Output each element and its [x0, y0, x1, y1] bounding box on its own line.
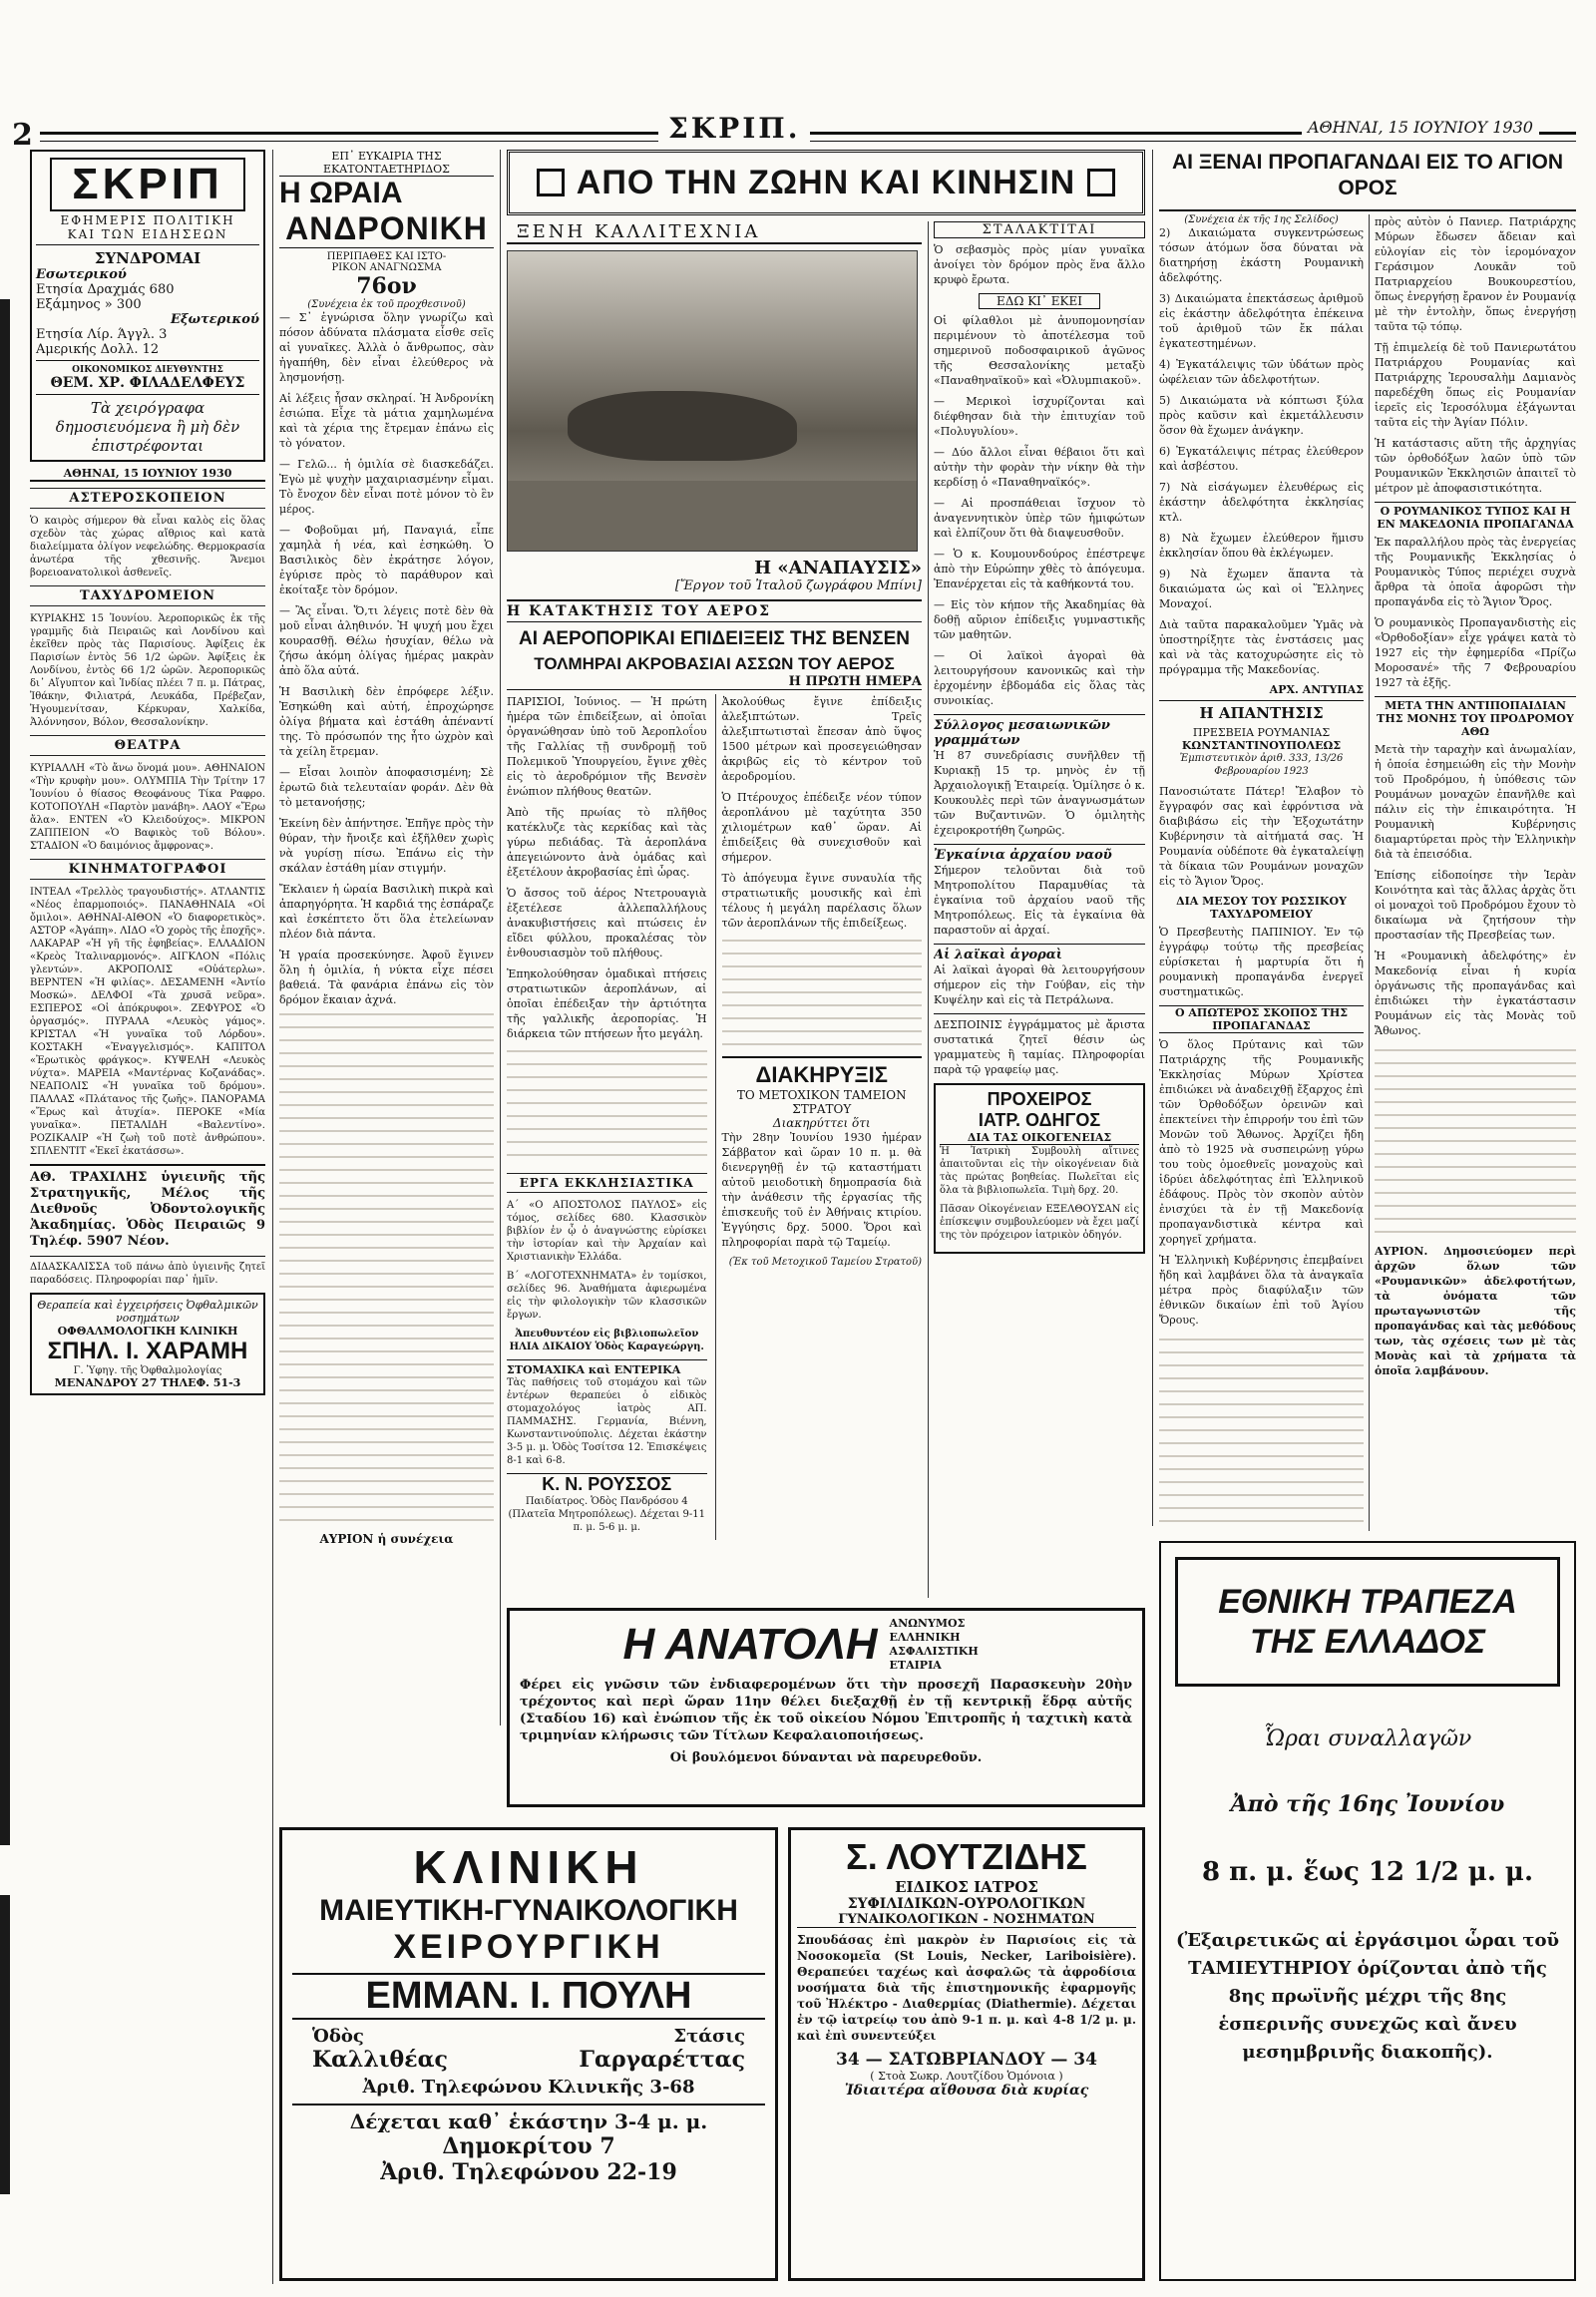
tomorrow-note: ΑΥΡΙΟΝ. Δημοσιεύομεν περὶ ἀρχῶν ὅλων τῶν «Ρουμανικῶν» ἀδελφοτήτων, τὰ ὀνόματα τῶν πρωταγωνιστῶν τῆς προπαγάνδας καὶ τὰς μεθόδους των, τὰς σχέσεις των μὲ τὰς Μονὰς καὶ τὰ χρήματα τὰ ὁποῖα λαμβάνουν. [1375, 1245, 1576, 1377]
serial-paragraph: — Ἂς εἶναι. Ὅ,τι λέγεις ποτὲ δὲν θὰ μοῦ εἶναι ἀληθινόν. Ἡ ψυχή μου ἔχει κουρασθῇ. Θέλω ἡσυχίαν, θέλω νὰ ζήσω ἀκόμη ὀλίγας ἡμέρας μακρὰν ἀπὸ ὅλα αὐτά. [279, 604, 494, 677]
reply-sub-2: ΚΩΝΣΤΑΝΤΙΝΟΥΠΟΛΕΩΣ [1181, 739, 1342, 752]
banner-square-icon [1087, 169, 1115, 196]
klinik-ad [279, 1827, 778, 2281]
propaganda-headline-box [1159, 150, 1576, 211]
column-rule [1369, 214, 1370, 1531]
bank-hours: 8 π. μ. ἕως 12 1/2 μ. μ. [1201, 1857, 1534, 1887]
aviation-paragraph: Τὸ ἀπόγευμα ἔγινε συναυλία τῆς στρατιωτικῆς μουσικῆς καὶ ἐπὶ τέλους ἡ μεγάλη παρέλασις ὅλων τῶν ἀεροπλάνων τῆς ἐπιδείξεως. [721, 872, 922, 930]
aviation-paragraph: ΠΑΡΙΣΙΟΙ, Ἰούνιος. — Ἡ πρώτη ἡμέρα τῶν ἐπιδείξεων, αἱ ὁποῖαι ὀργανώθησαν ὑπὸ τοῦ Ἀεροπλοΐου τῆς Γαλλίας τῇ συνδρομῇ τοῦ Πολεμικοῦ Ὑπουργείου, ἔγινε χθὲς εἰς τὸ ἀεροδρόμιον τῆς Βενσὲν ἐνώπιον πλήθους θεατῶν. [507, 695, 707, 798]
roussos-text: Παιδίατρος. Ὁδὸς Πανδρόσου 4 (Πλατεῖα Μητροπόλεως). Δέχεται 9-11 π. μ. 5-6 μ. μ. [508, 1496, 706, 1533]
subscriptions-row-3: Ετησία Λίρ. Άγγλ. 3 [36, 327, 168, 342]
reply-text: Πανοσιώτατε Πάτερ! Ἔλαβον τὸ ἔγγραφόν σας καὶ ἐφρόντισα νὰ διαβιβάσω εἰς τὴν Ἐξοχωτάτην Κυβέρνησιν τὰ αἰτήματά σας. Ἡ Ρουμανία οὐδέποτε θὰ ἐγκαταλείψῃ τὰ δίκαια τῶν Ρουμάνων μοναχῶν εἰς τὸ Ἅγιον Ὄρος. [1159, 785, 1364, 888]
column-rule [272, 150, 273, 2284]
here-there-title: ΕΔΩ ΚΙ᾽ ΕΚΕΙ [979, 293, 1100, 309]
theatre-text: ΚΥΡΙΑΛΛΗ «Τὸ ἄνω ὅνομά μου». ΑΘΗΝΑΙΟΝ «Τὴν κρυφὴν μου». ΟΛΥΜΠΙΑ Τὴν Τρίτην 17 Ἰουνίου ὁ θίασος Θεοφάνους Τίκα Ραφρο. ΚΟΤΟΠΟΥΛΗ «Παρτὸν μανάβη». ΛΑΟΥ «Ἔρω ἄλα». ΕΝΤΕΝ «Ὁ Κλειδούχος». ΜΙΚΡΟΝ ΖΑΠΠΕΙΟΝ «Ὁ Βαφικὸς τοῦ Βόλου». ΣΤΑΔΙΟΝ «Ὁ δαιμόνιος ἄμφρονας». [30, 763, 265, 852]
propaganda-text: Τῇ ἐπιμελείᾳ δὲ τοῦ Πανιερωτάτου Πατριάρχου Ρουμανίας καὶ Πατριάρχης Ἱερουσαλὴμ Δαμιανὸς παρεδέχθη ὅπως εἰς Ρουμανίαν ἱερεῖς εἰς Ἱεροσόλυμα ἐξάγωνται ταῦτα εἰς τὴν Ἁγίαν Πόλιν. [1375, 341, 1576, 429]
here-there-item: — Δύο ἄλλοι εἶναι θέβαιοι ὅτι καὶ αὐτὴν τὴν φορὰν τὴν νίκην θὰ τὴν κερδίσῃ ὁ «Παναθηναϊκός». [934, 446, 1145, 489]
loutzidis-footer: Ἰδιαιτέρα αἴθουσα διὰ κυρίας [844, 2083, 1089, 2099]
notice-title: ΔΙΑΚΗΡΥΞΙΣ [722, 1056, 923, 1088]
serial-paragraph: — Γελῶ... ἡ ὁμιλία σὲ διασκεδάζει. Ἐγὼ μὲ ψυχὴν μαχαιριασμένην εἶμαι. Τὸ ἔνοχον δὲν εἶναι ποτὲ μόνον τὸ ἓν μέρος. [279, 458, 494, 516]
press-title: Ο ΡΟΥΜΑΝΙΚΟΣ ΤΥΠΟΣ ΚΑΙ Η ΕΝ ΜΑΚΕΔΟΝΙΑ ΠΡΟΠΑΓΑΝΔΑ [1375, 502, 1576, 531]
propaganda-signature: ΑΡΧ. ΑΝΤΥΠΑΣ [1269, 683, 1364, 696]
serial-paragraph: — Σ᾽ ἐγνώρισα ὅλην γνωρίζω καὶ πόσον ἀδύνατα πλάσματα εἶσθε σεῖς αἱ γυναῖκες. Ἀλλὰ ὁ ἄνθρωπος, σὰν ἠγαπήθη, δὲν εἶναι ἐλεύθερος νὰ λησμονήσῃ. [279, 311, 494, 384]
column-left [30, 150, 265, 2284]
society-text: Ἡ 87 συνεδρίασις συνῆλθεν τῇ Κυριακῇ 15 τρ. μηνὸς ἐν τῇ Ἀρχαιολογικῇ Ἑταιρείᾳ. Ὁμίλησε ὁ κ. Κουκουλὲς περὶ τῶν ἀναγνωσμάτων τῶν Βυζαντινῶν. Ὁ ὁμιλητὴς ἐχειροκροτήθη ζωηρῶς. [934, 749, 1145, 837]
propaganda-point: 9) Νὰ ἔχωμεν ἅπαντα τὰ δικαιώματα ὡς καὶ οἱ Ἕλληνες Μοναχοί. [1159, 568, 1364, 610]
propaganda-continued: (Συνέχεια ἐκ τῆς 1ης Σελίδος) [1184, 214, 1339, 225]
serial-title-2: ΑΝΔΡΟΝΙΚΗ [279, 210, 494, 248]
church-work-seller: Ἀπευθυντέον εἰς βιβλιοπωλεῖον ΗΛΙΑ ΔΙΚΑΙΟΥ Ὁδὸς Καραγεώργη. [509, 1329, 704, 1352]
markets-title: Αἱ λαϊκαὶ ἀγοραὶ [934, 944, 1145, 962]
church-work-1: Α΄ «Ο ΑΠΟΣΤΟΛΟΣ ΠΑΥΛΟΣ» εἰς τόμος, σελίδες 680. Κλασσικὸν βιβλίον ἐν ᾧ ὁ ἀναγνώστης εὑρίσκει τὴν ἱστορίαν καὶ τὴν Ἀρχαίαν καὶ Χριστιανικὴν Ἑλλάδα. [507, 1200, 707, 1263]
theatre-title: ΘΕΑΤΡΑ [30, 735, 265, 756]
notice-sub-2: ΣΤΡΑΤΟΥ [792, 1102, 852, 1116]
cinema-text: ΙΝΤΕΑΛ «Τρελλὸς τραγουδιστής». ΑΤΛΑΝΤΙΣ «Νέος ἐπαρμοποιός». ΠΑΝΑΘΗΝΑΙΑ «Οἱ ὄμιλοι». ΑΘΗΝΑΙ-ΑΙΘΟΝ «Ὁ διαφορετικὸς». ΑΣΤΟΡ «Ἀγάπη». ΛΙΔΟ «Ὁ χορὸς τῆς ἐποχῆς». ΛΑΚΑΡΑΡ «Ἡ γῆ τῆς ἐφηβείας». ΕΛΛΑΔΙΟΝ «Κρεὸς Ἰταλιναρμονός». ΑΙΓΚΛΟΝ «Πόλις γλεντών». ΑΚΡΟΠΟΛΙΣ «Οὐάτερλω». ΒΕΡΝΤΕΝ «Ἡ φιλίας». ΔΕΣΑΜΕΝΗ «Ἀντίο Μοσκώ». ΔΕΛΦΟΙ «Τὰ χρυσᾶ νεῦρα». ΕΣΠΕΡΟΣ «Οἱ ἀπόκρυφοι». ΖΕΦΥΡΟΣ «Ὁ ὁργασμός». ΠΥΡΑΛΑ «Λευκὸς γάμος». ΚΡΙΣΤΑΛ «Ἡ γυναῖκα τοῦ Λόρδου». ΚΟΣΤΑΚΗ «Ἐναγγελισμός». ΚΑΠΙΤΟΛ «Ἐρωτικὸς φράγκος». ΚΥΨΕΛΗ «Λευκὸς νύχτα». ΜΑΡΕΙΑ «Μαντέρνας Κοζανάδας». ΝΕΑΠΟΛΙΣ «Ἡ γυναῖκα τοῦ δρόμου». ΠΑΛΛΑΣ «Πλάτανος τῆς ζωῆς». ΠΑΝΟΡΑΜΑ «Ἔρως καὶ ἀτυχία». ΠΕΡΟΚΕ «Μία γυναῖκα». ΠΕΤΑΛΙΔΗ «Βαλεντίνο». ΡΟΖΙΚΑΛΙΡ «Ἡ ζωὴ τοῦ ποτὲ ἀνθρώπου». ΣΠΛΕΝΤΙΤ «Ἐκεῖ ἐκατάσσω». [30, 887, 265, 1157]
drops-text: Ὁ σεβασμὸς πρὸς μίαν γυναῖκα ἀνοίγει τὸν δρόμον πρὸς ἕνα ἄλλο κρυφὸ ἔρωτα. [934, 243, 1145, 286]
dentist-ad: ΑΘ. ΤΡΑΧΙΛΗΣ ὑγιεινῆς τῆς Στρατηγικῆς, Μέλος τῆς Διεθνοῦς Ὀδοντολογικῆς Ἀκαδημίας. Ὁδὸς Πειραιῶς 9 Τηλέφ. 5907 Νέον. [30, 1170, 265, 1249]
klinik-phone: 3-68 [649, 2077, 695, 2098]
medical-guide-ad [934, 1083, 1145, 1254]
reply-title: Η ΑΠΑΝΤΗΣΙΣ [1159, 700, 1364, 722]
painting-caption-title: Η «ΑΝΑΠΑΥΣΙΣ» [754, 558, 922, 578]
roussos-name: Κ. Ν. ΡΟΥΣΣΟΣ [507, 1473, 707, 1495]
anatoli-sign: Οἱ βουλόμενοι δύνανται νὰ παρευρεθοῦν. [669, 1750, 983, 1765]
propaganda-point: 6) Ἐγκατάλειψις πέτρας ἐλεύθερον καὶ ἀσβέστου. [1159, 445, 1364, 473]
anatoli-insurance-ad [507, 1608, 1145, 1807]
here-there-item: — Αἱ προσπάθειαι ἴσχυον τὸ ἀναγεννητικὸν ὑπὲρ τῶν ἡμιφώτων καὶ ἐλπίζουν ὅτι θὰ διαψευσθοῦν. [934, 497, 1145, 540]
bank-title-frame [1175, 1557, 1560, 1687]
binding-edge-lower [0, 1895, 10, 2194]
klinik-phone-2-label: Ἀριθ. Τηλεφώνου [380, 2159, 599, 2185]
eye-clinic-doctor: ΣΠΗΛ. Ι. ΧΑΡΑΜΗ [47, 1338, 248, 1364]
serial-kicker-2: ΕΚΑΤΟΝΤΑΕΤΗΡΙΔΟΣ [279, 163, 494, 177]
notice-signature: (Ἐκ τοῦ Μετοχικοῦ Ταμείου Στρατοῦ) [728, 1257, 922, 1268]
klinik-title: ΚΛΙΝΙΚΗ [413, 1841, 644, 1893]
consecration-title: Ἐγκαίνια ἀρχαίου ναοῦ [934, 844, 1145, 863]
masthead-subtitle-1: ΕΦΗΜΕΡΙΣ ΠΟΛΙΤΙΚΗ [60, 213, 235, 227]
subscriptions-row-4: Αμερικής Δολλ. 12 [36, 342, 259, 361]
column-rule [1152, 150, 1153, 1526]
weather-title: ΑΣΤΕΡΟΣΚΟΠΕΙΟΝ [30, 488, 265, 509]
eye-clinic-ad [30, 1293, 265, 1395]
serial-paragraph: — Φοβοῦμαι μή, Παναγιά, εἶπε χαμηλὰ ἡ νέα, καὶ ἐσηκώθη. Ὁ Βασιλικὸς δὲν ἐκράτησε λόγον, ἐγύρισε πρὸς τὸ παράθυρον καὶ ἐκοίταξε τὸν δρόμον. [279, 524, 494, 596]
aviation-paragraph: Ἀκολούθως ἔγινε ἐπίδειξις ἀλεξιπτώτων. Τρεῖς ἀλεξιπτωτισταὶ ἔπεσαν ἀπὸ ὕψος 1500 μέτρων καὶ προσεγειώθησαν ἀκριβῶς εἰς τὸ κέντρον τοῦ ἀεροδρομίου. [721, 695, 922, 783]
loutzidis-line-1: ΕΙΔΙΚΟΣ ΙΑΤΡΟΣ [895, 1878, 1038, 1896]
loutzidis-address-sub: ( Στοὰ Σωκρ. Λουτζίδου Ὁμόνοια ) [870, 2070, 1063, 2083]
propaganda-point: 5) Δικαιώματα νὰ κόπτωσι ξύλα πρὸς καῦσιν καὶ ἐκμετάλλευσιν ὅσον θὰ ἔχωμεν ἀνάγκην. [1159, 394, 1364, 437]
running-dateline: ΑΘΗΝΑΙ, 15 ΙΟΥΝΙΟΥ 1930 [1302, 118, 1539, 137]
banner-square-icon [537, 169, 565, 196]
klinik-stop: Γαργαρέττας [579, 2047, 745, 2073]
running-title: ΣΚΡΙΠ. [658, 112, 810, 145]
medical-guide-text: Ἡ Ἰατρικὴ Συμβουλὴ αἴτινες ἀπαιτοῦνται εἰς τὴν οἰκογένειαν διὰ τὰς πρώτας βοηθείας. Πωλεῖται εἰς ὅλα τὰ βιβλιοπωλεῖα. Τιμὴ δρχ. 20. [940, 1146, 1139, 1196]
goal-text: Ὁ ὅλος Πρύτανις καὶ τῶν Πατριάρχης τῆς Ρουμανικῆς Ἐκκλησίας Μύρων Χρίστεα ἐπιδιώκει νὰ ἀναδειχθῇ ἔξαρχος ἐπὶ τῶν Ὀρθοδόξων ὀρεινῶν καὶ ἐπεκτείνει τὴν ἐπιρροήν του ἐπὶ τῶν Μονῶν τοῦ Ἄθωνος. Ἀρχίζει ἤδη ἀπὸ τὸ 1925 νὰ συσπειρώνῃ γύρω του τοὺς ὁμοεθνεῖς μοναχοὺς καὶ ἱδρύει ἀδελφότητας ἐπὶ Ἑλληνικοῦ ἐδάφους. Πρὸς τὸν σκοπὸν αὐτὸν ἐνισχύει τὰ ἐν τῇ Μακεδονίᾳ προπαγανδιστικὰ κέντρα καὶ χορηγεῖ χρήματα. [1159, 1038, 1364, 1246]
here-there-item: — Εἰς τὸν κήπον τῆς Ἀκαδημίας θὰ δοθῇ αὔριον ἐπίδειξις γυμναστικῆς τῶν μαθητῶν. [934, 598, 1145, 641]
aviation-paragraph: Ὁ Πτέρουχος ἐπέδειξε νέον τύπον ἀεροπλάνου μὲ ταχύτητα 350 χιλιομέτρων καθ᾽ ὥραν. Αἱ ἐπιδείξεις θὰ συνεχισθοῦν καὶ σήμερον. [721, 791, 922, 864]
subscriptions-row-2: Εξάμηνος » 300 [36, 297, 142, 312]
klinik-stop-label: Στάσις [673, 2026, 745, 2047]
markets-text: Αἱ λαϊκαὶ ἀγοραὶ θὰ λειτουργήσουν σήμερον εἰς τὴν Γούβαν, εἰς τὴν Κυψέλην καὶ εἰς τὰ Πετράλωνα. [934, 963, 1145, 1006]
medical-guide-title-2: ΙΑΤΡ. ΟΔΗΓΟΣ [978, 1110, 1101, 1130]
goal-title: Ο ΑΠΩΤΕΡΟΣ ΣΚΟΠΟΣ ΤΗΣ ΠΡΟΠΑΓΑΝΔΑΣ [1159, 1005, 1364, 1033]
prodromou-title: ΜΕΤΑ ΤΗΝ ΑΝΤΙΠΟΠΑΙΔΙΑΝ ΤΗΣ ΜΟΝΗΣ ΤΟΥ ΠΡΟΔΡΟΜΟΥ ΑΘΩ [1375, 696, 1576, 738]
subscriptions-row-1: Ετησία Δραχμάς 680 [36, 282, 175, 297]
propaganda-point: 7) Νὰ εἰσάγωμεν ἐλευθέρως εἰς ἑκάστην ἀδελφότητα ἐκκλησίας κτλ. [1159, 481, 1364, 524]
medical-guide-text-2: Πᾶσαν Οἰκογένειαν ΕΞΕΛΘΟΥΣΑΝ εἰς ἐπίσκεψιν συμβουλεύομεν νὰ ἔχει μαζί της τὸν πρόχειρον ἰατρικὸν ὁδηγόν. [940, 1204, 1139, 1241]
goal-text-continued [1159, 1334, 1364, 1531]
manuscripts-notice: Τὰ χειρόγραφα δημοσιευόμενα ἢ μὴ δὲν ἐπιστρέφονται [55, 399, 240, 455]
notice-sub-1: ΤΟ ΜΕΤΟΧΙΚΟΝ ΤΑΜΕΙΟΝ [736, 1088, 907, 1102]
klinik-street-label: Ὁδὸς [312, 2026, 364, 2047]
stomach-ad-title: ΣΤΟΜΑΧΙΚΑ καὶ ΕΝΤΕΡΙΚΑ [507, 1359, 707, 1376]
column-rule [500, 150, 501, 1725]
serial-paragraph: Ἡ γραία προσεκύνησε. Ἀφοῦ ἔγινεν ὅλη ἡ ὁμιλία, ἡ νύκτα εἶχε πέσει βαθειά. Τὰ φανάρια ἐπάνω εἰς τὸν δρόμον ἔκαιαν ἀχνά. [279, 949, 494, 1006]
klinik-street-2: Δημοκρίτου 7 [442, 2133, 615, 2159]
loutzidis-line-2: ΣΥΦΙΛΙΔΙΚΩΝ-ΟΥΡΟΛΟΓΙΚΩΝ [847, 1896, 1086, 1912]
eye-clinic-address: ΜΕΝΑΝΔΡΟΥ 27 ΤΗΛΕΦ. 51-3 [54, 1376, 241, 1389]
reply-reference: Ἐμπιστευτικὸν ἀριθ. 333, 13/26 Φεβρουαρίου 1923 [1179, 753, 1344, 777]
column-right-b [1375, 214, 1576, 1531]
serial-continued: (Συνέχεια ἐκ τοῦ προχθεσινοῦ) [307, 299, 466, 310]
serial-paragraph: Ἔκλαιεν ἡ ὡραία Βασιλικὴ πικρὰ καὶ ἀπαρηγόρητα. Ἡ καρδιά της ἐσπάραζε καὶ ἐσκέπτετο ὅτι ὅλα ἐτελείωναν πλέον διὰ πάντα. [279, 883, 494, 941]
here-there-item: Οἱ φίλαθλοι μὲ ἀνυπομονησίαν περιμένουν τὸ ἀποτέλεσμα τοῦ σημερινοῦ ποδοσφαιρικοῦ ἀγῶνος τῆς Θεσσαλονίκης μεταξὺ «Παναθηναϊκοῦ» καὶ «Ὀλυμπιακοῦ». [934, 314, 1145, 387]
aviation-headline-2: ΤΟΛΜΗΡΑΙ ΑΚΡΟΒΑΣΙΑΙ ΑΣΣΩΝ ΤΟΥ ΑΕΡΟΣ [534, 654, 895, 673]
serial-subtitle-1: ΠΕΡΙΠΑΘΕΣ ΚΑΙ ΙΣΤΟ- [326, 251, 447, 262]
column-serial [279, 150, 494, 1725]
binding-edge [0, 299, 10, 1845]
stomach-ad-text: Τὰς παθήσεις τοῦ στομάχου καὶ τῶν ἐντέρων θεραπεύει ὁ εἰδικὸς στομαχολόγος ἰατρὸς ΑΠ. ΠΑΜΜΑΣΗΣ. Γερμανία, Βιέννη, Κωνσταντινούπολις. Δέχεται ἑκάστην 3-5 μ. μ. Ὁδὸς Τοσίτσα 12. Ἐπισκέψεις 8-1 καὶ 6-8. [507, 1377, 707, 1466]
klinik-hours: Δέχεται καθ᾽ ἑκάστην 3-4 μ. μ. [292, 2104, 765, 2133]
page-number: 2 [12, 118, 33, 153]
teacher-ad: ΔΙΔΑΣΚΑΛΙΣΣΑ τοῦ πάνω ἀπὸ ὑγιεινῆς ζητεῖ παραδόσεις. Πληροφορίαι παρ᾽ ἡμῖν. [30, 1256, 265, 1287]
propaganda-point: Διὰ ταῦτα παρακαλοῦμεν Ὑμᾶς νὰ ὑποστηρίξητε τὰς ἐνστάσεις μας καὶ νὰ τὰς κατοχυρώσητε εἰς τὸ πρόγραμμα τῆς Μακεδονίας. [1159, 618, 1364, 676]
loutzidis-address: 34 — ΣΑΤΩΒΡΙΑΝΔΟΥ — 34 [836, 2050, 1097, 2070]
column-right-a [1159, 214, 1364, 1531]
medical-guide-title-1: ΠΡΟΧΕΙΡΟΣ [987, 1089, 1092, 1109]
bank-hours-label: Ὧραι συναλλαγῶν [1263, 1726, 1472, 1751]
aviation-paragraph: Ἀπὸ τῆς πρωίας τὸ πλῆθος κατέκλυζε τὰς κερκίδας καὶ τὰς γύρω πεδιάδας. Τὰ ἀεροπλάνα ἀπεγειώνοντο ἀνὰ ὁμάδας καὶ ἐξετέλουν ἀκροβασίας ἐπὶ ὧρας. [507, 806, 707, 879]
klinik-line-2: ΧΕΙΡΟΥΡΓΙΚΗ [393, 1928, 664, 1966]
banner-title: ΑΠΟ ΤΗΝ ΖΩΗΝ ΚΑΙ ΚΙΝΗΣΙΝ [576, 163, 1076, 201]
bank-from-date: Ἀπὸ τῆς 16ης Ἰουνίου [1230, 1791, 1505, 1817]
serial-paragraph: Ἡ Βασιλικὴ δὲν ἐπρόφερε λέξιν. Ἐσηκώθη καὶ αὐτή, ἐπροχώρησε ὀλίγα βήματα καὶ ἐστάθη ἀπέναντί της. Τὸ πρόσωπόν της ἦτο ὠχρὸν καὶ τὰ χείλη ἔτρεμαν. [279, 685, 494, 758]
aviation-kicker: Η ΚΑΤΑΚΤΗΣΙΣ ΤΟΥ ΑΕΡΟΣ [507, 599, 922, 622]
propaganda-point: 3) Δικαιώματα ἐπεκτάσεως ἀριθμοῦ εἰς ἑκάστην ἀδελφότητα ἐπέκεινα τοῦ ἀριθμοῦ τῶν ἔκ πάλαι ἐγκατεστημένων. [1159, 292, 1364, 350]
notice-sub-3: Διακηρύττει ὅτι [772, 1116, 871, 1130]
page-header [0, 0, 1596, 153]
cinema-title: ΚΙΝΗΜΑΤΟΓΡΑΦΟΙ [30, 859, 265, 880]
painting-caption-sub: [Ἔργον τοῦ Ἰταλοῦ ζωγράφου Μπίνι] [674, 578, 922, 593]
aviation-paragraph: Ἐπηκολούθησαν ὁμαδικαὶ πτήσεις στρατιωτικῶν ἀεροπλάνων, αἱ ὁποῖαι ἐπέδειξαν τὴν ἀρτιότητα τῆς γαλλικῆς ἀεροπορίας. Ἡ διάρκεια τῶν πτήσεων ἦτο μεγάλη. [507, 967, 707, 1040]
aviation-text-continued [507, 1047, 707, 1167]
director-name: ΘΕΜ. ΧΡ. ΦΙΛΑΔΕΛΦΕΥΣ [36, 375, 259, 395]
painting-ground [508, 481, 917, 551]
propaganda-text: Ἡ «Ρουμανικὴ ἀδελφότης» ἐν Μακεδονίᾳ εἶναι ἡ κυρία ὀργάνωσις τῆς προπαγάνδας καὶ ἐπιδιώκει τὴν ἐγκατάστασιν Ρουμάνων εἰς τὰς Μονὰς τοῦ Ἄθωνος. [1375, 950, 1576, 1037]
drops-title: ΣΤΑΛΑΚΤΙΤΑΙ [934, 221, 1145, 238]
art-section-title: ΞΕΝΗ ΚΑΛΛΙΤΕΧΝΙΑ [507, 221, 922, 244]
klinik-phone-2: 22-19 [606, 2159, 677, 2185]
propaganda-text: Μετὰ τὴν ταραχὴν καὶ ἀνωμαλίαν, ἡ ὁποία ἐσημειώθη εἰς τὴν Μονὴν τοῦ Προδρόμου, ἡ ὑπόθεσις τῶν Ρουμάνων μοναχῶν ἐπανῆλθε καὶ πάλιν εἰς τὴν ἐπικαιρότητα. Ἡ Ρουμανικὴ Κυβέρνησις διαμαρτύρεται πρὸς τὴν Ἑλληνικὴν διὰ τὰ ἐπεισόδια. [1375, 743, 1576, 861]
director-label: ΟΙΚΟΝΟΜΙΚΟΣ ΔΙΕΥΘΥΝΤΗΣ [72, 365, 223, 375]
serial-paragraph: Ἐκείνη δὲν ἀπήντησε. Ἐπῆγε πρὸς τὴν θύραν, τὴν ἤνοιξε καὶ ἐξῆλθεν χωρὶς νὰ γυρίσῃ πίσω. Ἐπάνω εἰς τὴν σκάλαν ἐστάθη μίαν στιγμήν. [279, 817, 494, 875]
masthead-title: ΣΚΡΙΠ [50, 158, 245, 211]
here-there-item: — Οἱ λαϊκοὶ ἀγοραὶ θὰ λειτουργήσουν κανονικῶς καὶ τὴν ἐρχομένην ἑβδομάδα εἰς ὅλας τὰς συνοικίας. [934, 649, 1145, 707]
here-there-item: — Μερικοὶ ἰσχυρίζονται καὶ διέφθησαν διὰ τὴν ἐπιτυχίαν τοῦ «Πολυγυλίου». [934, 395, 1145, 438]
masthead-subtitle-2: ΚΑΙ ΤΩΝ ΕΙΔΗΣΕΩΝ [36, 227, 259, 245]
eye-clinic-line-4: Γ. Ὑφηγ. τῆς Ὀφθαλμολογίας [73, 1365, 222, 1376]
medical-guide-title-3: ΔΙΑ ΤΑΣ ΟΙΚΟΓΕΝΕΙΑΣ [940, 1131, 1139, 1145]
consecration-text: Σήμερον τελοῦνται διὰ τοῦ Μητροπολίτου Παραμυθίας τὰ ἐγκαίνια τοῦ ἀρχαίου ναοῦ τῆς Μητροπόλεως. Εἰς τὰ ἐγκαίνια θὰ παραστοῦν αἱ ἀρχαί. [934, 864, 1145, 937]
propaganda-text-continued [1375, 1044, 1576, 1244]
eye-clinic-line-2: ΟΦΘΑΛΜΟΛΟΓΙΚΗ ΚΛΙΝΙΚΗ [57, 1325, 238, 1338]
serial-paragraph: — Εἶσαι λοιπὸν ἀποφασισμένη; Σὲ ἐρωτῶ διὰ τελευταίαν φοράν. Δὲν θὰ τὸ μετανοήσῃς; [279, 766, 494, 809]
serial-continues: ΑΥΡΙΟΝ ἡ συνέχεια [319, 1532, 454, 1546]
post-text: ΚΥΡΙΑΚΗΣ 15 Ἰουνίου. Ἀεροπορικῶς ἐκ τῆς γραμμῆς διὰ Πειραιῶς καὶ Λονδίνου καὶ ἐκεῖθεν πρὸς τὰς Παρισίους. Ἀφίξεις ἐκ Παρισίων ἐντὸς 56 1/2 ὡρῶν. Ἀφίξεις ἐκ Λονδίνου, ἐντὸς 66 1/2 ὡρῶν. Ἀεροπορικῶς δι᾽ Αἴγυπτον καὶ Ἰνδίας πλέει 7 π. μ. Πάτρας, Ἰθάκην, Φιλιατρά, Λευκάδα, Πρέβεζαν, Ἠγουμενίτσαν, Κέρκυραν, Χαλκίδα, Ἀλόννησον, Βόλον, Θεσσαλονίκην. [30, 613, 265, 728]
column-center-left [507, 221, 922, 1618]
anatoli-subtitle: ΑΝΩΝΥΜΟΣ ΕΛΛΗΝΙΚΗ ΑΣΦΑΛΙΣΤΙΚΗ ΕΤΑΙΡΙΑ [889, 1617, 979, 1672]
eye-clinic-line-1: Θεραπεία καὶ ἐγχειρήσεις Ὀφθαλμικῶν νοσημάτων [37, 1299, 258, 1325]
propaganda-headline: ΑΙ ΞΕΝΑΙ ΠΡΟΠΑΓΑΝΔΑΙ ΕΙΣ ΤΟ ΑΓΙΟΝ ΟΡΟΣ [1171, 151, 1564, 199]
section-banner [507, 150, 1145, 215]
reply-sub-1: ΠΡΕΣΒΕΙΑ ΡΟΥΜΑΝΙΑΣ [1192, 726, 1331, 739]
subscriptions-title: ΣΥΝΔΡΟΜΑΙ [94, 249, 201, 267]
subscriptions-domestic: Εσωτερικού [36, 267, 127, 282]
klinik-street: Καλλιθέας [312, 2047, 448, 2073]
painting-illustration [507, 250, 918, 552]
serial-episode: 76ον [356, 273, 417, 299]
weather-text: Ὁ καιρὸς σήμερον θὰ εἶναι καλὸς εἰς ὅλας σχεδὸν τὰς χώρας αἴθριος καὶ κατὰ διαλείμματα ὀλίγον νεφελώδης. Θερμοκρασία ἀνωτέρα τῆς χθεσινῆς. Ἄνεμοι βορειοανατολικοὶ ἀσθενεῖς. [30, 516, 265, 578]
column-center-right [934, 221, 1145, 1603]
subscriptions-foreign: Εξωτερικού [170, 312, 259, 327]
serial-text-continued [279, 1013, 494, 1532]
loutzidis-line-3: ΓΥΝΑΙΚΟΛΟΓΙΚΩΝ - ΝΟΣΗΜΑΤΩΝ [797, 1912, 1136, 1928]
bank-title: ΕΘΝΙΚΗ ΤΡΑΠΕΖΑ ΤΗΣ ΕΛΛΑΔΟΣ [1218, 1583, 1517, 1661]
propaganda-text: πρὸς αὐτὸν ὁ Πανιερ. Πατριάρχης Μύρων ἔδωσεν ἄδειαν καὶ εὐλογίαν εἰς τὸν ἱερομόναχον Γεράσιμον Λουκᾶν τοῦ Πατριαρχείου Βουκουρεστίου, ὅπως ἐνεργήσῃ ἔρανον ἐν Ρουμανίᾳ μὲ τὴν ἐντολὴν, ὅπως ἐνεργήσῃ ταῦτα τῷ τόπῳ. [1375, 215, 1576, 333]
propaganda-point: 8) Νὰ ἔχωμεν ἐλεύθερον ἥμισυ ἐκκλησίαν ὅπου θὰ ἐκλέγωμεν. [1159, 532, 1364, 560]
serial-title-1: Η ΩΡΑΙΑ [279, 177, 403, 209]
lady-ad: ΔΕΣΠΟΙΝΙΣ ἐγγράμματος μὲ ἄριστα συστατικά ζητεῖ θέσιν ὡς γραμματεὺς ἢ ταμίας. Πληροφορίαι παρὰ τῷ γραφείῳ μας. [934, 1013, 1145, 1077]
national-bank-ad [1159, 1541, 1576, 2281]
propaganda-text: Ἐκ παραλλήλου πρὸς τὰς ἐνεργείας τῆς Ρουμανικῆς Ἐκκλησίας ὁ Ρουμανικὸς Τύπος περιέχει συχνὰ ἄρθρα τὰ ὁποῖα ἀφορῶσι τὴν προπαγάνδα εἰς τὸ Ἅγιον Ὄρος. [1375, 536, 1576, 608]
church-work-2: Β΄ «ΛΟΓΟΤΕΧΝΗΜΑΤΑ» ἐν τομίσκοι, σελίδες 96. Ἀναθήματα ἀφιερωμένα εἰς τὴν φιλολογικὴν τῶν κλασσικῶν ἔργων. [507, 1271, 707, 1321]
aviation-text-continued [722, 937, 923, 1056]
notice-text: Τὴν 28ην Ἰουνίου 1930 ἡμέραν Σάββατον καὶ ὥραν 10 π. μ. θὰ διενεργηθῇ ἐν τῷ καταστήματι αὐτοῦ μειοδοτικὴ δημοπρασία διὰ τὴν ἀνάθεσιν τῆς ἐργασίας τῆς ἐπισκευῆς τοῦ ἐν Ἀθήναις κτιρίου. Ἐγγύησις δρχ. 5000. Ὅροι καὶ πληροφορίαι παρὰ τῷ Ταμείῳ. [721, 1131, 922, 1249]
aviation-day: Η ΠΡΩΤΗ ΗΜΕΡΑ [507, 674, 922, 690]
serial-kicker-1: ΕΠ᾽ ΕΥΚΑΙΡΙΑ ΤΗΣ [331, 150, 442, 163]
post-title: ΤΑΧΥΔΡΟΜΕΙΟΝ [30, 585, 265, 606]
here-there-item: — Ὁ κ. Κουμουνδούρος ἐπέστρεψε ἀπὸ τὴν Εὐρώπην χθὲς τὸ ἀπόγευμα. Ἐπανέρχεται εἰς τὰ καθήκοντά του. [934, 548, 1145, 590]
bank-note: (Ἐξαιρετικῶς αἱ ἐργάσιμοι ὧραι τοῦ ΤΑΜΙΕΥΤΗΡΙΟΥ ὁρίζονται ἀπὸ τῆς 8ης πρωϊνῆς μέχρι τῆς 8ης ἑσπερινῆς συνεχῶς καὶ ἄνευ μεσημβρινῆς διακοπῆς). [1175, 1930, 1559, 2063]
serial-paragraph: Αἱ λέξεις ἦσαν σκληραί. Ἡ Ἀνδρονίκη ἐσιώπα. Εἶχε τὰ μάτια χαμηλωμένα καὶ τὰ χέρια της ἔτρεμαν ἐπάνω εἰς τὸ γόνατον. [279, 392, 494, 450]
aviation-headline-1: ΑΙ ΑΕΡΟΠΟΡΙΚΑΙ ΕΠΙΔΕΙΞΕΙΣ ΤΗΣ ΒΕΝΣΕΝ [519, 628, 910, 649]
aviation-paragraph: Ὁ ἄσσος τοῦ ἀέρος Ντετρουαγιὰ ἐξετέλεσε ἀλλεπαλλήλους ἀνακυβιστήσεις καὶ πτώσεις ἐν εἴδει φύλλου, προκαλέσας τὸν ἐνθουσιασμὸν τοῦ πλήθους. [507, 887, 707, 959]
masthead-date: ΑΘΗΝΑΙ, 15 ΙΟΥΝΙΟΥ 1930 [30, 467, 265, 482]
serial-subtitle-2: ΡΙΚΟΝ ΑΝΑΓΝΩΣΜΑ [331, 262, 442, 273]
propaganda-point: 2) Δικαιώματα συγκεντρώσεως τόσων ἀτόμων ὅσα δύναται νὰ διατηρήσῃ ἑκάστη Ρουμανικὴ ἀδελφότης. [1159, 226, 1364, 284]
loutzidis-ad [788, 1827, 1145, 2281]
loutzidis-name: Σ. ΛΟΥΤΖΙΔΗΣ [846, 1836, 1087, 1877]
anatoli-title: Η ΑΝΑΤΟΛΗ [622, 1620, 878, 1669]
loutzidis-text: Σπουδάσας ἐπὶ μακρὸν ἐν Παρισίοις εἰς τὰ Νοσοκομεῖα (St Louis, Necker, Lariboisière). Θεραπεύει ταχέως καὶ ἀσφαλῶς τὰ ἀφροδίσια νοσήματα διὰ τῆς ἐπιστημονικῆς ἐφαρμογῆς τοῦ Ἠλέκτρο - Διαθερμίας (Diathermie). Δέχεται ἐν τῷ ἰατρείῳ του ἀπὸ 9-1 π. μ. καὶ 4-8 1/2 μ. μ. καὶ ἐπὶ συνεντεύξει [797, 1933, 1136, 2043]
propaganda-text: Ὁ ρουμανικὸς Προπαγανδιστὴς εἰς «Ὀρθοδοξίαν» εἶχε γράψει κατὰ τὸ 1927 εἰς τὴν ἐφημερίδα «Πρίζω Μοροσανέ» τῆς 7 Φεβρουαρίου 1927 τὰ ἑξῆς. [1375, 616, 1576, 689]
painting-figure [568, 391, 797, 461]
column-rule [928, 221, 929, 1598]
goal-text-2: Ἡ Ἑλληνικὴ Κυβέρνησις ἐπεμβαίνει ἤδη καὶ λαμβάνει ὅλα τὰ ἀναγκαῖα μέτρα πρὸς διαφύλαξιν τῶν ἐθνικῶν δικαίων ἐπὶ τοῦ Ἁγίου Ὄρους. [1159, 1254, 1364, 1327]
propaganda-text: Ἐπίσης εἰδοποίησε τὴν Ἱερὰν Κοινότητα καὶ τὰς ἄλλας ἀρχὰς ὅτι οἱ μοναχοὶ τοῦ Προδρόμου ἔχουν τὸ δικαίωμα νὰ ζητήσουν τὴν προστασίαν τῆς Πρεσβείας των. [1375, 869, 1576, 942]
propaganda-text: Ἡ κατάστασις αὕτη τῆς ἀρχηγίας τῶν ὀρθοδόξων λαῶν ὑπὸ τῶν Ρουμανικῶν Ἐκκλησιῶν ἀπαιτεῖ τὸ μέτρον μὲ ἀποφασιστικότητα. [1375, 437, 1576, 495]
klinik-line-1: ΜΑΙΕΥΤΙΚΗ-ΓΥΝΑΙΚΟΛΟΓΙΚΗ [319, 1894, 738, 1927]
masthead-box [30, 150, 265, 462]
klinik-doctor: ΕΜΜΑΝ. Ι. ΠΟΥΛΗ [292, 1973, 765, 2020]
propaganda-point: 4) Ἐγκατάλειψις τῶν ὑδάτων πρὸς ὠφέλειαν τῶν ἀδελφοτήτων. [1159, 358, 1364, 386]
klinik-phone-label: Ἀριθ. Τηλεφώνου Κλινικῆς [362, 2077, 644, 2098]
reply-title-2: ΔΙΑ ΜΕΣΟΥ ΤΟΥ ΡΩΣΣΙΚΟΥ ΤΑΧΥΔΡΟΜΕΙΟΥ [1176, 895, 1347, 921]
reply-text-2: Ὁ Πρεσβευτὴς ΠΑΠΙΝΙΟΥ. Ἐν τῷ ἐγγράφῳ τούτῳ τῆς πρεσβείας εὑρίσκεται ἡ μαρτυρία ὅτι ἡ ρουμανικὴ προπαγάνδα ἐνεργεῖ συστηματικῶς. [1159, 926, 1364, 998]
church-works-title: ΕΡΓΑ ΕΚΚΛΗΣΙΑΣΤΙΚΑ [507, 1173, 707, 1193]
society-title: Σύλλογος μεσαιωνικῶν γραμμάτων [934, 714, 1145, 748]
anatoli-text: Φέρει εἰς γνῶσιν τῶν ἐνδιαφερομένων ὅτι τὴν προσεχῆ Παρασκευὴν 20ὴν τρέχοντος καὶ περὶ ὥραν 11ην θέλει διεξαχθῇ ἐν τῇ κεντρικῇ ἕδρᾳ αὐτῆς (Σταδίου 16) καὶ ἐνώπιον τῆς ἐκ τοῦ οἰκείου Νόμου Ἐπιτροπῆς ἡ ταχτικὴ κατὰ τριμηνίαν κλήρωσις τῶν Τίτλων Κεφαλαιοποιήσεως. [520, 1678, 1132, 1743]
